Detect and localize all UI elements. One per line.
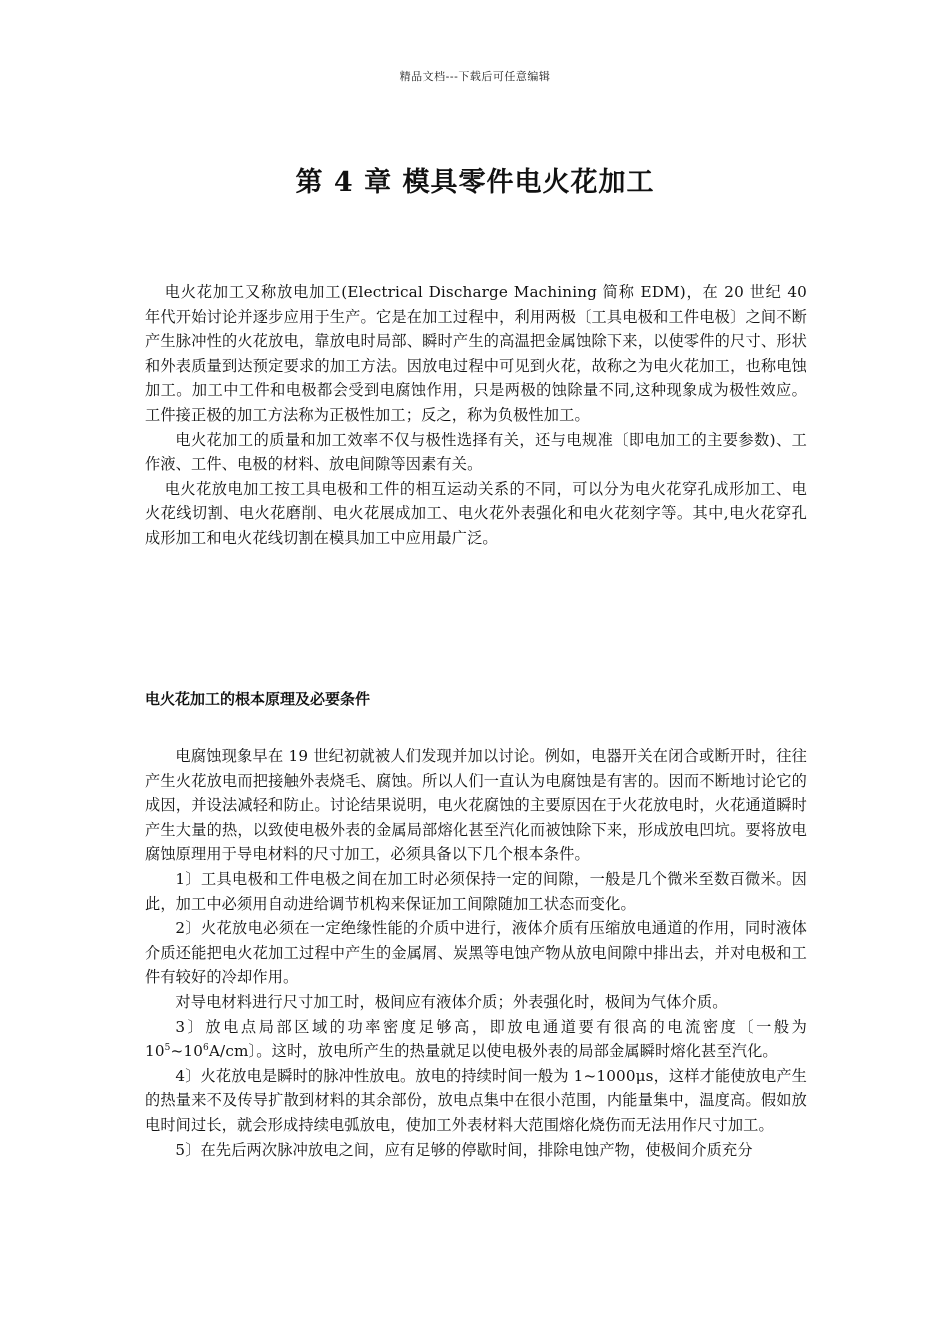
exponent-1: 5 bbox=[164, 1043, 171, 1054]
exponent-2: 6 bbox=[203, 1043, 209, 1054]
condition-2: 2〕火花放电必须在一定绝缘性能的介质中进行，液体介质有压缩放电通道的作用，同时液体介质还能把电火花加工过程中产生的金属屑、炭黑等电蚀产物从放电间隙中排出去，并对电极和工件有较好的冷却作用。 bbox=[145, 919, 807, 987]
principle-paragraph: 电腐蚀现象早在 19 世纪初就被人们发现并加以讨论。例如，电器开关在闭合或断开时，往往产生火花放电而把接触外表烧毛、腐蚀。所以人们一直认为电腐蚀是有害的。因而不断地讨论它的成因，并设法减轻和防止。讨论结果说明，电火花腐蚀的主要原因在于火花放电时，火花通道瞬时产生大量的热，以致使电极外表的金属局部熔化甚至汽化而被蚀除下来，形成放电凹坑。要将放电腐蚀原理用于导电材料的尺寸加工，必须具备以下几个根本条件。 bbox=[145, 747, 807, 864]
condition-3-part-c: A/cm〕。这时，放电所产生的热量就足以使电极外表的局部金属瞬时熔化甚至汽化。 bbox=[208, 1042, 778, 1061]
chapter-title: 第 4 章 模具零件电火花加工 bbox=[295, 167, 655, 198]
condition-3-part-b: ~10 bbox=[170, 1042, 204, 1061]
condition-3 bbox=[145, 1015, 807, 1064]
condition-5: 5〕在先后两次脉冲放电之间，应有足够的停歇时间，排除电蚀产物，使极间介质充分 bbox=[175, 1140, 753, 1159]
section-heading: 电火花加工的根本原理及必要条件 bbox=[145, 690, 371, 708]
intro-paragraph-3: 电火花放电加工按工具电极和工件的相互运动关系的不同，可以分为电火花穿孔成形加工、电火花线切割、电火花磨削、电火花展成加工、电火花外表强化和电火花刻字等。其中,电火花穿孔成形加工和电火花线切割在模具加工中应用最广泛。 bbox=[145, 479, 807, 547]
principle-section bbox=[145, 744, 807, 1162]
intro-paragraph-2: 电火花加工的质量和加工效率不仅与极性选择有关，还与电规准〔即电加工的主要参数)、工作液、工件、电极的材料、放电间隙等因素有关。 bbox=[145, 430, 807, 474]
condition-4: 4〕火花放电是瞬时的脉冲性放电。放电的持续时间一般为 1~1000μs，这样才能使放电产生的热量来不及传导扩散到材料的其余部份，放电点集中在很小范围，内能量集中，温度高。假如放电时间过长，就会形成持续电弧放电，使加工外表材料大范围熔化烧伤而无法用作尺寸加工。 bbox=[145, 1066, 807, 1134]
intro-paragraph-1: 电火花加工又称放电加工(Electrical Discharge Machining 简称 EDM)，在 20 世纪 40 年代开始讨论并逐步应用于生产。它是在加工过程中，利用两极〔工具电极和工件电极〕之间不断产生脉冲性的火花放电，靠放电时局部、瞬时产生的高温把金属蚀除下来，以使零件的尺寸、形状和外表质量到达预定要求的加工方法。因放电过程中可见到火花，故称之为电火花加工，也称电蚀加工。加工中工件和电极都会受到电腐蚀作用，只是两极的蚀除量不同,这种现象成为极性效应。工件接正极的加工方法称为正极性加工；反之，称为负极性加工。 bbox=[145, 283, 807, 424]
condition-2-note: 对导电材料进行尺寸加工时，极间应有液体介质；外表强化时，极间为气体介质。 bbox=[175, 992, 728, 1011]
condition-1: 1〕工具电极和工件电极之间在加工时必须保持一定的间隙，一般是几个微米至数百微米。因此，加工中必须用自动进给调节机构来保证加工间隙随加工状态而变化。 bbox=[145, 869, 807, 913]
intro-section bbox=[145, 280, 807, 551]
condition-3-part-a: 3〕放电点局部区域的功率密度足够高，即放电通道要有很高的电流密度〔一般为 10 bbox=[145, 1017, 807, 1061]
page-header-note: 精品文档---下载后可任意编辑 bbox=[399, 70, 551, 83]
